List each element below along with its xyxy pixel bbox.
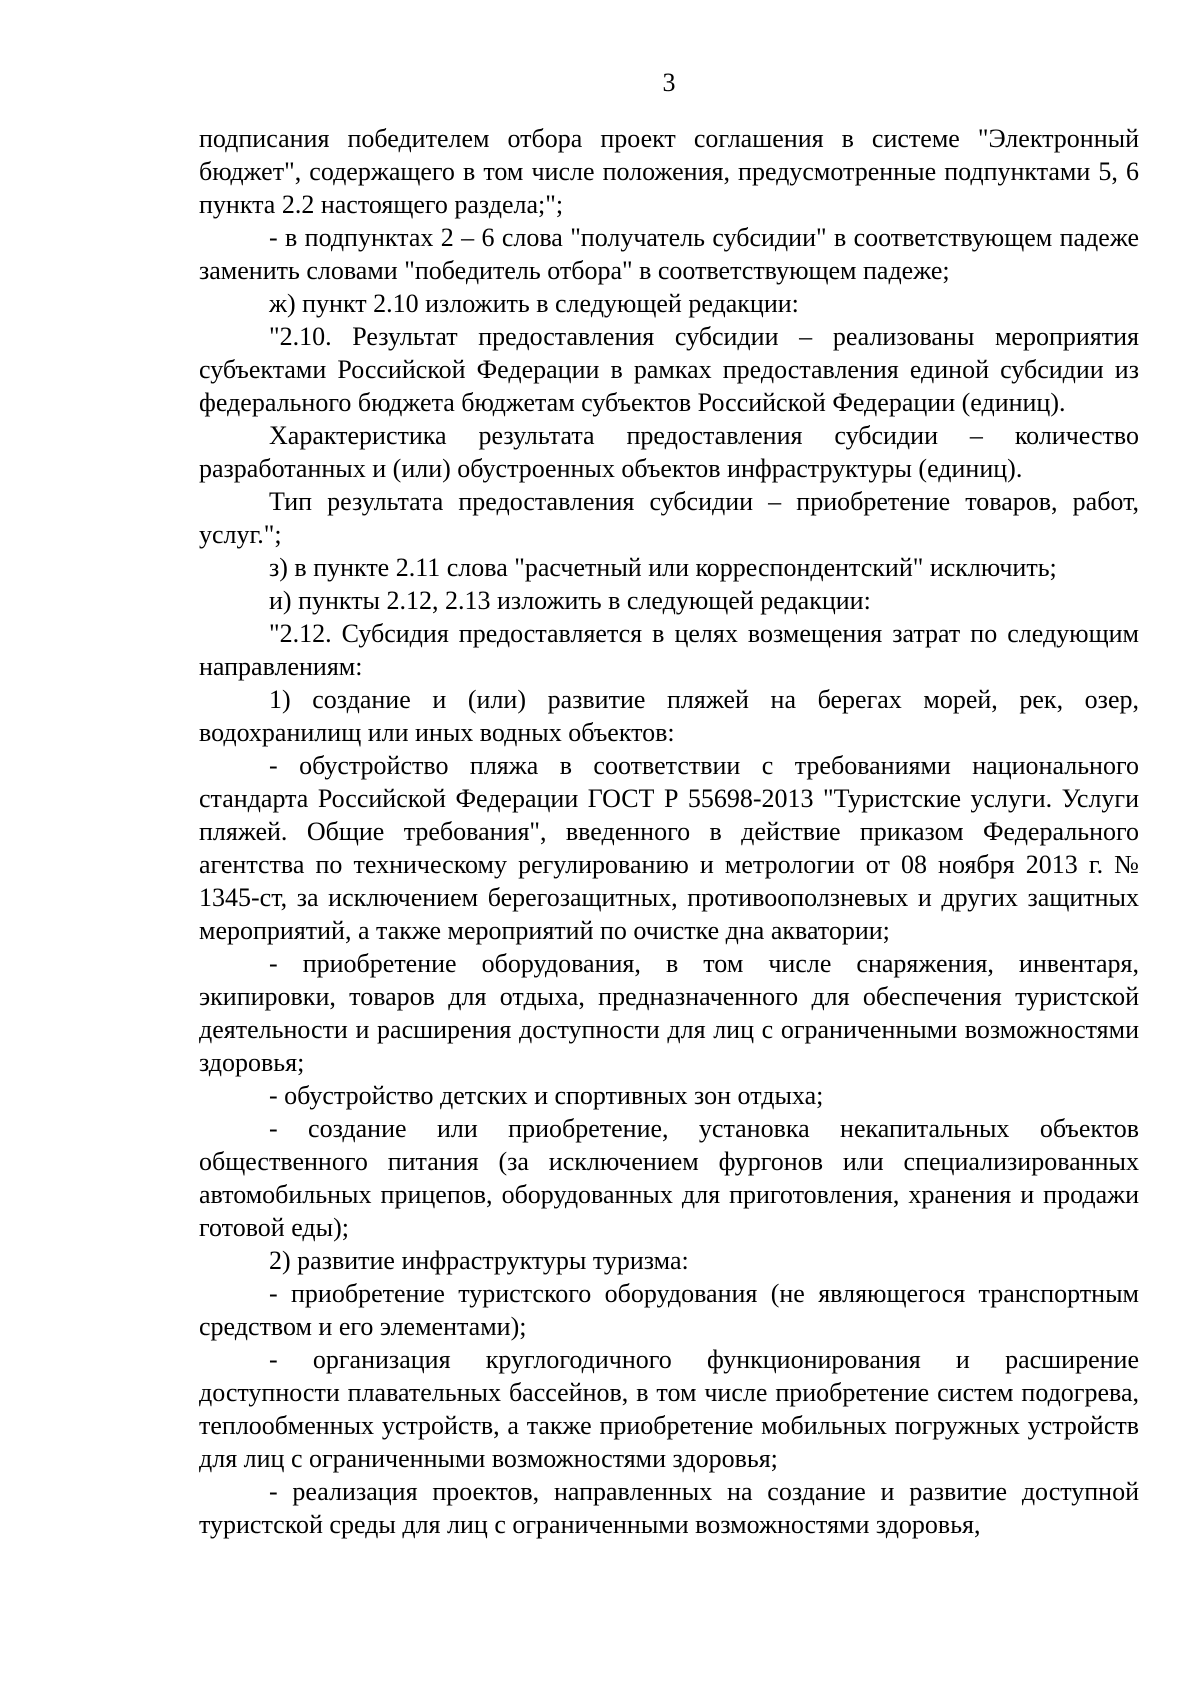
paragraph-result-characteristic: Характеристика результата предоставления субсидии – количество разработанных и (или) обустроенных объектов инфраструктуры (единиц). xyxy=(199,421,1139,483)
paragraph-beach-arrangement: - обустройство пляжа в соответствии с требованиями национального стандарта Российской Федерации ГОСТ Р 55698-2013 "Туристские услуги. Услуги пляжей. Общие требования", введенного в действие приказом Федерального агентства по техническому регулированию и метрологии от 08 ноября 2013 г. № 1345-ст, за исключением берегозащитных, противооползневых и других защитных мероприятий, а также мероприятий по очистке дна акватории; xyxy=(199,751,1139,945)
paragraph-item-z: з) в пункте 2.11 слова "расчетный или корреспондентский" исключить; xyxy=(269,553,1057,582)
paragraph-item-i: и) пункты 2.12, 2.13 изложить в следующей редакции: xyxy=(269,586,871,615)
paragraph-pools: - организация круглогодичного функционирования и расширение доступности плавательных бассейнов, в том числе приобретение систем подогрева, теплообменных устройств, а также приобретение мобильных погружных устройств для лиц с ограниченными возможностями здоровья; xyxy=(199,1345,1139,1473)
paragraph-catering-objects: - создание или приобретение, установка некапитальных объектов общественного питания (за исключением фургонов или специализированных автомобильных прицепов, оборудованных для приготовления, хранения и продажи готовой еды); xyxy=(199,1114,1139,1242)
document-body xyxy=(199,122,1139,1541)
paragraph-accessible-environment: - реализация проектов, направленных на создание и развитие доступной туристской среды для лиц с ограниченными возможностями здоровья, xyxy=(199,1477,1139,1539)
paragraph-continuation: подписания победителем отбора проект соглашения в системе "Электронный бюджет", содержащего в том числе положения, предусмотренные подпунктами 5, 6 пункта 2.2 настоящего раздела;"; xyxy=(199,124,1139,219)
paragraph-direction-2: 2) развитие инфраструктуры туризма: xyxy=(269,1246,689,1275)
paragraph-result-type: Тип результата предоставления субсидии – приобретение товаров, работ, услуг."; xyxy=(199,487,1139,549)
paragraph-2-12: "2.12. Субсидия предоставляется в целях возмещения затрат по следующим направлениям: xyxy=(199,619,1139,681)
paragraph-item-zh: ж) пункт 2.10 изложить в следующей редакции: xyxy=(269,289,799,318)
paragraph-subitems-replacement: - в подпунктах 2 – 6 слова "получатель субсидии" в соответствующем падеже заменить словами "победитель отбора" в соответствующем падеже; xyxy=(199,223,1139,285)
paragraph-direction-1: 1) создание и (или) развитие пляжей на берегах морей, рек, озер, водохранилищ или иных водных объектов: xyxy=(199,685,1139,747)
paragraph-2-10: "2.10. Результат предоставления субсидии – реализованы мероприятия субъектами Российской Федерации в рамках предоставления единой субсидии из федерального бюджета бюджетам субъектов Российской Федерации (единиц). xyxy=(199,322,1139,417)
paragraph-tourist-equipment: - приобретение туристского оборудования (не являющегося транспортным средством и его элементами); xyxy=(199,1279,1139,1341)
page-number: 3 xyxy=(662,68,676,97)
paragraph-equipment-purchase: - приобретение оборудования, в том числе снаряжения, инвентаря, экипировки, товаров для отдыха, предназначенного для обеспечения туристской деятельности и расширения доступности для лиц с ограниченными возможностями здоровья; xyxy=(199,949,1139,1077)
paragraph-children-sports-zones: - обустройство детских и спортивных зон отдыха; xyxy=(269,1081,824,1110)
